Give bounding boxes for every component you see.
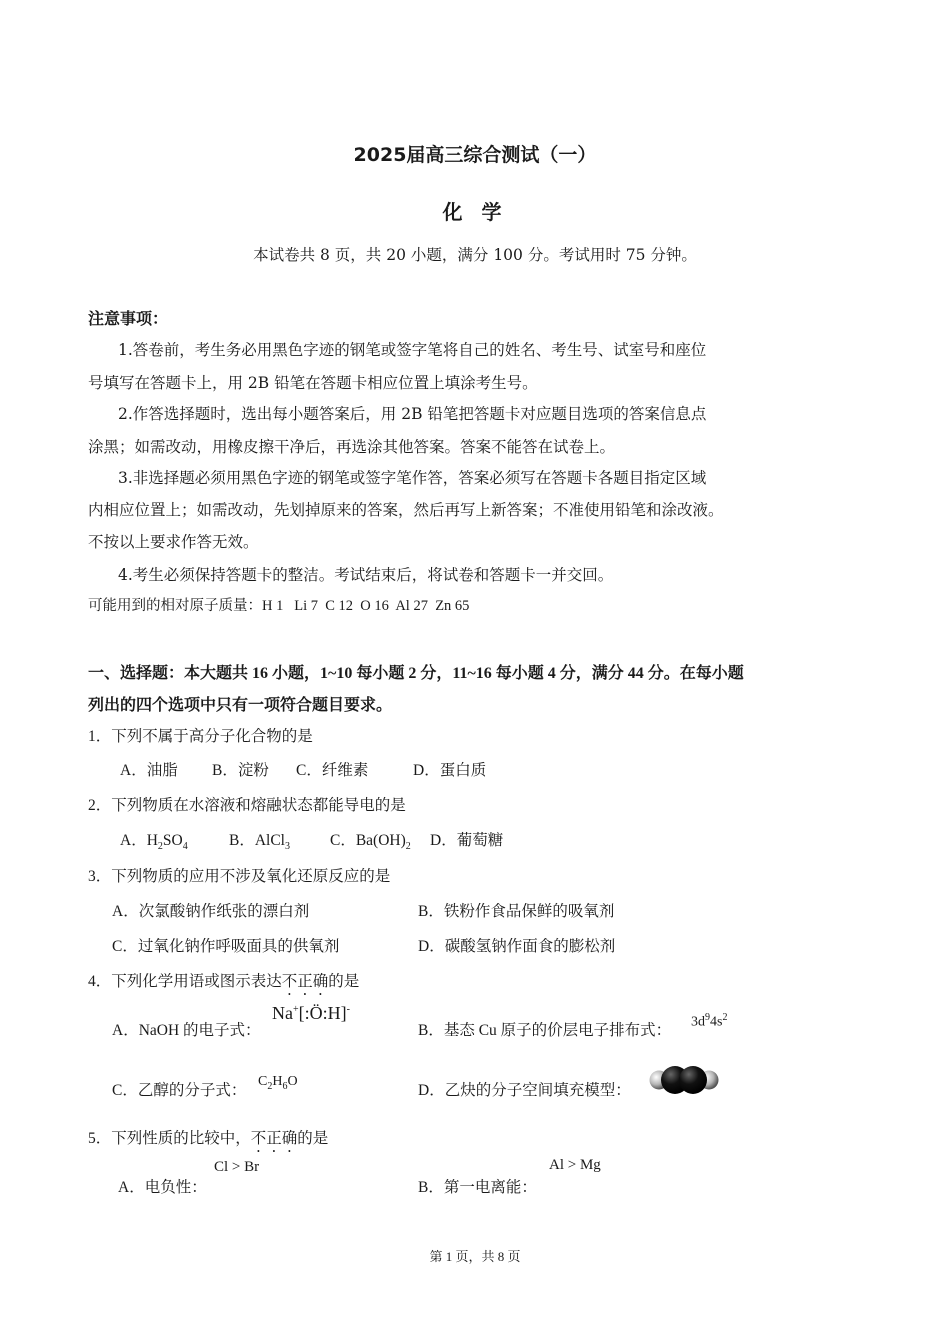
q4-b-4s: 4s <box>710 1014 723 1030</box>
q2-stem: 2．下列物质在水溶液和熔融状态都能导电的是 <box>88 797 406 814</box>
note-1-line-1: 1.答卷前，考生务必用黑色字迹的钢笔或签字笔将自己的姓名、考生号、试室号和座位 <box>118 341 707 359</box>
q2-option-c-label: C． <box>330 832 356 849</box>
exam-title: 2025届高三综合测试（一） <box>353 144 597 166</box>
q4-stem <box>88 969 359 999</box>
exam-info: 本试卷共 8 页，共 20 小题，满分 100 分。考试用时 75 分钟。 <box>253 246 697 264</box>
note-2-line-2: 涂黑；如需改动，用橡皮擦干净后，再选涂其他答案。答案不能答在试卷上。 <box>88 438 616 456</box>
q5-a-formula: Cl > Br <box>214 1159 260 1175</box>
note-1-line-2: 号填写在答题卡上，用 2B 铅笔在答题卡相应位置上填涂考生号。 <box>88 374 538 392</box>
q4-option-d: D．乙炔的分子空间填充模型： <box>418 1082 631 1099</box>
q4-c-ethanol-formula <box>258 1074 298 1092</box>
q4-option-c: C．乙醇的分子式： <box>112 1082 247 1099</box>
q2-c-sub-2: 2 <box>405 841 411 853</box>
q2-b-sub-3: 3 <box>285 841 290 853</box>
q5-option-a: A．电负性： <box>118 1179 207 1196</box>
q4-b-electron-config <box>691 1012 727 1031</box>
note-3-line-3: 不按以上要求作答无效。 <box>88 533 259 551</box>
q4-a-na: Na <box>272 1003 293 1023</box>
q5-option-b: B．第一电离能： <box>418 1179 537 1196</box>
q4-stem-pre: 4．下列化学用语或图示表达 <box>88 973 282 990</box>
q2-option-d: D．葡萄糖 <box>430 832 504 849</box>
page-number: 第 1 页，共 8 页 <box>429 1249 521 1264</box>
atomic-mass-line: 可能用到的相对原子质量：H 1 Li 7 C 12 O 16 Al 27 Zn 65 <box>88 598 470 614</box>
q4-b-sup-9: 9 <box>705 1012 710 1023</box>
q3-option-b: B．铁粉作食品保鲜的吸氧剂 <box>418 903 615 920</box>
q2-a-sub-4: 4 <box>182 841 188 853</box>
q2-option-b <box>229 828 290 852</box>
note-2-line-1: 2.作答选择题时，选出每小题答案后，用 2B 铅笔把答题卡对应题目选项的答案信息点 <box>118 405 707 423</box>
q1-option-d: D．蛋白质 <box>413 762 487 779</box>
q4-stem-post: 的是 <box>328 973 360 990</box>
q4-c-c: C <box>258 1074 268 1089</box>
q4-c-sub-2: 2 <box>267 1080 273 1092</box>
q1-option-b: B．淀粉 <box>212 762 269 779</box>
q2-c-baoh: Ba(OH) <box>355 832 406 849</box>
q1-option-c: C．纤维素 <box>296 762 369 779</box>
q4-a-electron-formula <box>272 1003 350 1024</box>
q4-c-o: O <box>287 1074 298 1089</box>
q5-stem-post: 的是 <box>297 1130 329 1147</box>
q5-b-formula: Al > Mg <box>549 1157 601 1173</box>
q1-stem: 1．下列不属于高分子化合物的是 <box>88 728 313 745</box>
q4-a-plus: + <box>293 1004 299 1015</box>
q4-option-b: B．基态 Cu 原子的价层电子排布式： <box>418 1022 672 1039</box>
q3-option-a: A．次氯酸钠作纸张的漂白剂 <box>112 903 310 920</box>
q2-option-a-label: A． <box>120 832 147 849</box>
section-1-heading-line-1: 一、选择题：本大题共 16 小题，1~10 每小题 2 分，11~16 每小题 4 分，满分 44 分。在每小题 <box>88 665 744 682</box>
q5-stem <box>88 1126 328 1156</box>
q3-option-d: D．碳酸氢钠作面食的膨松剂 <box>418 938 616 955</box>
q4-b-sup-2: 2 <box>722 1012 728 1023</box>
q2-a-sub-2: 2 <box>157 841 163 853</box>
q2-option-a <box>120 828 188 852</box>
q2-a-so: SO <box>162 832 183 849</box>
q1-option-a: A．油脂 <box>120 762 178 779</box>
q4-stem-emphasis: 不正确 <box>281 973 329 990</box>
q2-option-c <box>330 828 411 852</box>
acetylene-space-filling-model <box>648 1064 720 1096</box>
q5-stem-pre: 5．下列性质的比较中， <box>88 1130 251 1147</box>
note-3-line-2: 内相应位置上；如需改动，先划掉原来的答案，然后再写上新答案；不准使用铅笔和涂改液。 <box>88 501 724 519</box>
q4-option-a: A．NaOH 的电子式： <box>112 1022 261 1039</box>
q2-a-h: H <box>146 832 158 849</box>
q4-b-3d: 3d <box>691 1014 705 1030</box>
q2-option-b-label: B． <box>229 832 255 849</box>
q4-c-h: H <box>272 1074 283 1089</box>
q4-a-minus: - <box>346 1004 350 1015</box>
q3-stem: 3．下列物质的应用不涉及氧化还原反应的是 <box>88 868 391 885</box>
q4-a-oh-bracket: [:Ö:H] <box>298 1003 347 1023</box>
section-1-heading-line-2: 列出的四个选项中只有一项符合题目要求。 <box>88 697 393 714</box>
note-3-line-1: 3.非选择题必须用黑色字迹的钢笔或签字笔作答，答案必须写在答题卡各题目指定区域 <box>118 469 707 487</box>
note-4: 4.考生必须保持答题卡的整洁。考试结束后，将试卷和答题卡一并交回。 <box>118 566 614 584</box>
q2-b-alcl: AlCl <box>254 832 285 849</box>
q4-c-sub-6: 6 <box>282 1080 288 1092</box>
subject-title: 化 学 <box>442 200 508 224</box>
notes-heading: 注意事项： <box>88 309 169 328</box>
q5-stem-emphasis: 不正确 <box>250 1130 298 1147</box>
carbon-atom-right <box>679 1066 707 1094</box>
q3-option-c: C．过氧化钠作呼吸面具的供氧剂 <box>112 938 340 955</box>
